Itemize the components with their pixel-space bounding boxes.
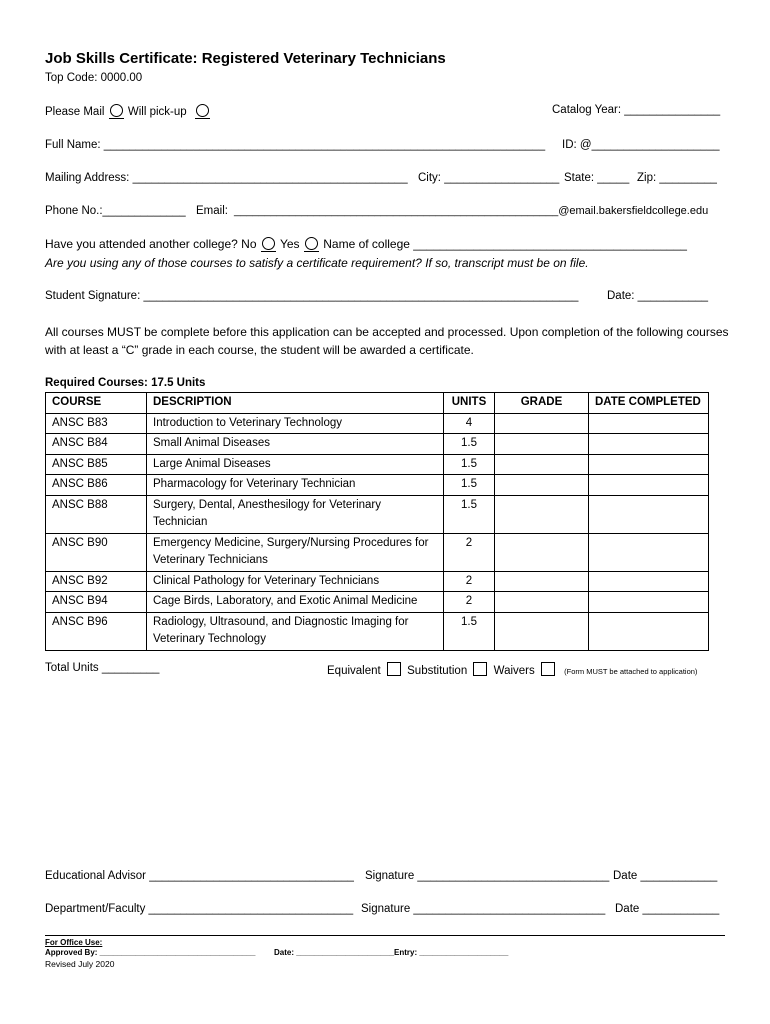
course-code: ANSC B94 — [46, 592, 147, 613]
no-label: No — [241, 237, 257, 251]
college-name-field[interactable]: _________________________________________ — [413, 237, 687, 251]
entry-field[interactable]: Entry: ____________________ — [394, 948, 509, 957]
department-date-field[interactable]: Date ____________ — [615, 903, 720, 915]
equivalent-checkbox[interactable] — [387, 662, 401, 676]
substitution-checkbox[interactable] — [473, 662, 487, 676]
waivers-checkbox[interactable] — [541, 662, 555, 676]
date-completed-cell[interactable] — [589, 533, 709, 571]
approved-by-field[interactable]: Approved By: ___________________________________ — [45, 948, 256, 957]
table-row — [46, 592, 709, 613]
zip-field[interactable]: Zip: _________ — [637, 172, 717, 184]
department-field[interactable]: Department/Faculty ________________________________ — [45, 903, 354, 915]
date-completed-cell[interactable] — [589, 571, 709, 592]
course-code: ANSC B92 — [46, 571, 147, 592]
requirements-paragraph: All courses MUST be complete before this application can be accepted and processed. Upon completion of the following courses with at least a “C” grade in each course, the student will be awarded a certificate. — [45, 325, 729, 357]
yes-label: Yes — [279, 237, 300, 251]
course-description: Emergency Medicine, Surgery/Nursing Procedures for Veterinary Technicians — [147, 533, 444, 571]
course-code: ANSC B86 — [46, 475, 147, 496]
course-description: Pharmacology for Veterinary Technician — [147, 475, 444, 496]
course-description: Surgery, Dental, Anesthesilogy for Veterinary Technician — [147, 495, 444, 533]
total-units-field[interactable]: Total Units _________ — [45, 662, 160, 674]
office-divider — [45, 935, 725, 936]
col-description: DESCRIPTION — [147, 393, 444, 414]
no-radio[interactable] — [262, 237, 275, 250]
course-units: 2 — [444, 592, 495, 613]
advisor-date-field[interactable]: Date ____________ — [613, 870, 718, 882]
will-pickup-label: Will pick-up — [127, 106, 187, 118]
delivery-options — [45, 104, 211, 118]
col-grade: GRADE — [495, 393, 589, 414]
please-mail-radio[interactable] — [110, 104, 123, 117]
course-units: 4 — [444, 413, 495, 434]
advisor-field[interactable]: Educational Advisor ________________________________ — [45, 870, 354, 882]
mailing-address-field[interactable]: Mailing Address: ___________________________________________ — [45, 172, 408, 184]
table-row — [46, 434, 709, 455]
top-code: Top Code: 0000.00 — [45, 72, 143, 84]
course-units: 1.5 — [444, 434, 495, 455]
course-units: 1.5 — [444, 475, 495, 496]
table-row — [46, 454, 709, 475]
table-row — [46, 413, 709, 434]
catalog-year-field[interactable]: Catalog Year: _______________ — [552, 104, 721, 116]
table-row — [46, 495, 709, 533]
city-field[interactable]: City: __________________ — [418, 172, 560, 184]
email-field[interactable]: _____________________________________________________@email.bakersfieldcollege.edu — [234, 205, 709, 217]
date-completed-cell[interactable] — [589, 475, 709, 496]
courses-table — [45, 392, 709, 651]
grade-cell[interactable] — [495, 495, 589, 533]
phone-field[interactable]: Phone No.:_____________ — [45, 205, 186, 217]
waivers-label: Waivers — [493, 665, 535, 677]
other-college-question: Have you attended another college? — [45, 237, 238, 251]
course-description: Clinical Pathology for Veterinary Technicians — [147, 571, 444, 592]
table-row — [46, 571, 709, 592]
revised-note: Revised July 2020 — [45, 959, 115, 969]
date-completed-cell[interactable] — [589, 592, 709, 613]
page-title: Job Skills Certificate: Registered Veterinary Technicians — [45, 50, 446, 67]
transcript-note: Are you using any of those courses to satisfy a certificate requirement? If so, transcript must be on file. — [45, 256, 589, 270]
office-use-heading: For Office Use: — [45, 938, 103, 947]
course-code: ANSC B96 — [46, 612, 147, 650]
other-college-row — [45, 237, 687, 251]
date-completed-cell[interactable] — [589, 612, 709, 650]
credit-type-options — [327, 662, 697, 677]
grade-cell[interactable] — [495, 592, 589, 613]
course-units: 1.5 — [444, 612, 495, 650]
yes-radio[interactable] — [305, 237, 318, 250]
department-signature-field[interactable]: Signature ______________________________ — [361, 903, 606, 915]
date-completed-cell[interactable] — [589, 454, 709, 475]
course-description: Cage Birds, Laboratory, and Exotic Animal Medicine — [147, 592, 444, 613]
id-field[interactable]: ID: @____________________ — [562, 139, 720, 151]
course-code: ANSC B83 — [46, 413, 147, 434]
full-name-field[interactable]: Full Name: _____________________________________________________________________ — [45, 139, 546, 151]
state-field[interactable]: State: _____ — [564, 172, 630, 184]
col-course: COURSE — [46, 393, 147, 414]
col-date-completed: DATE COMPLETED — [589, 393, 709, 414]
course-code: ANSC B84 — [46, 434, 147, 455]
advisor-signature-field[interactable]: Signature ______________________________ — [365, 870, 610, 882]
grade-cell[interactable] — [495, 413, 589, 434]
student-signature-field[interactable]: Student Signature: ____________________________________________________________________ — [45, 290, 579, 302]
table-row — [46, 533, 709, 571]
student-date-field[interactable]: Date: ___________ — [607, 290, 709, 302]
will-pickup-radio[interactable] — [196, 104, 209, 117]
date-completed-cell[interactable] — [589, 413, 709, 434]
course-code: ANSC B90 — [46, 533, 147, 571]
course-units: 1.5 — [444, 454, 495, 475]
grade-cell[interactable] — [495, 533, 589, 571]
col-units: UNITS — [444, 393, 495, 414]
equivalent-label: Equivalent — [327, 665, 381, 677]
substitution-label: Substitution — [407, 665, 468, 677]
table-header-row — [46, 393, 709, 414]
table-row — [46, 475, 709, 496]
grade-cell[interactable] — [495, 612, 589, 650]
course-units: 1.5 — [444, 495, 495, 533]
course-code: ANSC B85 — [46, 454, 147, 475]
office-date-field[interactable]: Date: ______________________ — [274, 948, 395, 957]
form-note: (Form MUST be attached to application) — [564, 667, 698, 676]
grade-cell[interactable] — [495, 454, 589, 475]
grade-cell[interactable] — [495, 434, 589, 455]
table-row — [46, 612, 709, 650]
course-units: 2 — [444, 571, 495, 592]
required-courses-heading: Required Courses: 17.5 Units — [45, 377, 206, 389]
course-units: 2 — [444, 533, 495, 571]
college-name-label: Name of college — [323, 237, 410, 251]
date-completed-cell[interactable] — [589, 434, 709, 455]
course-description: Introduction to Veterinary Technology — [147, 413, 444, 434]
email-label: Email: — [196, 205, 228, 217]
please-mail-label: Please Mail — [45, 106, 105, 118]
course-description: Radiology, Ultrasound, and Diagnostic Imaging for Veterinary Technology — [147, 612, 444, 650]
grade-cell[interactable] — [495, 571, 589, 592]
grade-cell[interactable] — [495, 475, 589, 496]
course-code: ANSC B88 — [46, 495, 147, 533]
course-description: Small Animal Diseases — [147, 434, 444, 455]
date-completed-cell[interactable] — [589, 495, 709, 533]
course-description: Large Animal Diseases — [147, 454, 444, 475]
